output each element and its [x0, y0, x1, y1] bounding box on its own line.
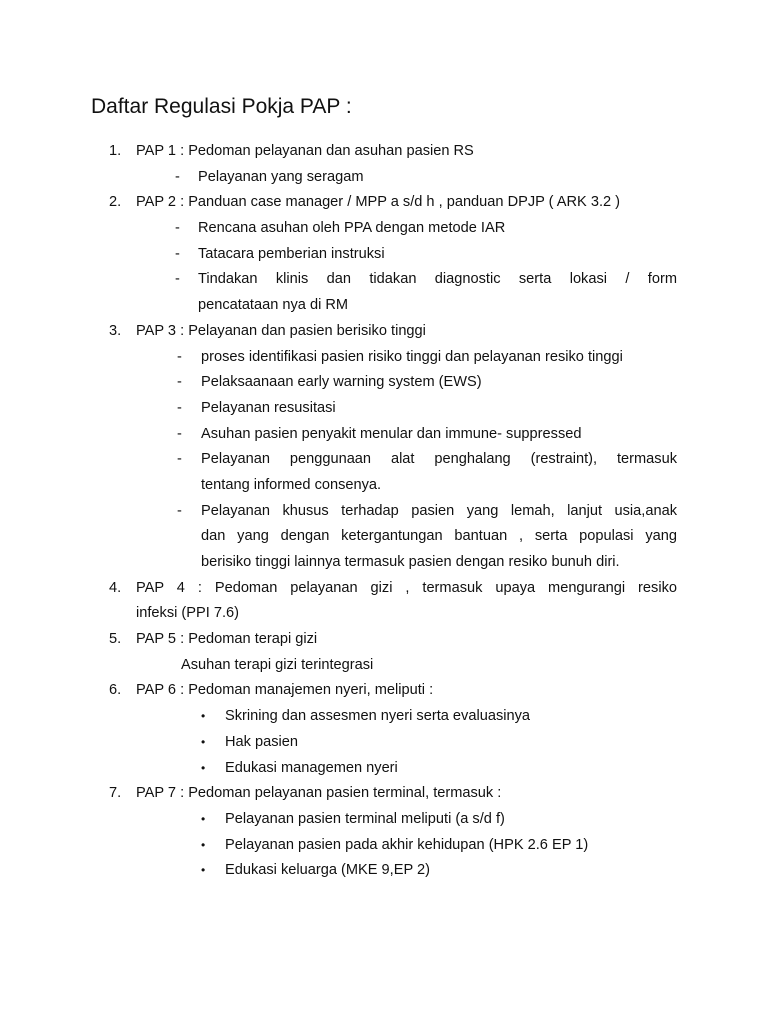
sub-item-text: Asuhan pasien penyakit menular dan immune- suppressed: [201, 425, 582, 442]
dash-marker: -: [175, 220, 180, 237]
document-title: Daftar Regulasi Pokja PAP :: [91, 95, 352, 118]
list-item-5: [0, 627, 768, 653]
item-text: PAP 3 : Pelayanan dan pasien berisiko tinggi: [136, 322, 426, 339]
list-item-7: [0, 781, 768, 807]
sub-item: [0, 165, 768, 191]
sub-item: [0, 499, 768, 525]
list-item-2: [0, 190, 768, 216]
sub-item-text: Pelayanan resusitasi: [201, 399, 336, 416]
item-text: PAP 2 : Panduan case manager / MPP a s/d h , panduan DPJP ( ARK 3.2 ): [136, 194, 621, 211]
bullet-item-text: Edukasi keluarga (MKE 9,EP 2): [225, 862, 430, 879]
item-number: 7.: [109, 785, 122, 802]
sub-item: [0, 345, 768, 371]
item-number: 4.: [109, 579, 122, 596]
list-item-6: [0, 678, 768, 704]
sub-item-text: pencatataan nya di RM: [198, 297, 349, 314]
sub-item-continuation: [0, 550, 768, 576]
dash-marker: -: [177, 374, 182, 391]
item-continuation: [0, 601, 768, 627]
item-text: PAP 6 : Pedoman manajemen nyeri, meliputi :: [136, 682, 434, 699]
item-text: infeksi (PPI 7.6): [136, 605, 240, 622]
item-text: PAP 1 : Pedoman pelayanan dan asuhan pasien RS: [136, 143, 474, 159]
list-item-1: [0, 139, 768, 165]
bullet-marker: •: [201, 734, 206, 749]
bullet-marker: •: [201, 760, 206, 775]
bullet-item: [0, 756, 768, 782]
sub-item-text: Pelayanan penggunaan alat penghalang (restraint), termasuk: [201, 451, 677, 468]
sub-item-text: Rencana asuhan oleh PPA dengan metode IAR: [198, 220, 506, 237]
sub-item: [0, 422, 768, 448]
bullet-marker: •: [201, 709, 206, 724]
dash-marker: -: [177, 502, 182, 519]
item-number: 2.: [109, 194, 122, 211]
sub-item: [0, 653, 768, 679]
sub-item-text: Pelayanan yang seragam: [198, 168, 364, 185]
bullet-item: [0, 858, 768, 884]
sub-item-continuation: [0, 524, 768, 550]
sub-item-text: Tatacara pemberian instruksi: [198, 245, 385, 262]
item-text: PAP 5 : Pedoman terapi gizi: [136, 631, 318, 648]
bullet-marker: •: [201, 811, 206, 826]
item-number: 3.: [109, 322, 122, 339]
sub-item-text: proses identifikasi pasien risiko tinggi dan pelayanan resiko tinggi: [201, 348, 623, 365]
bullet-item: [0, 730, 768, 756]
dash-marker: -: [177, 425, 182, 442]
dash-marker: -: [175, 271, 180, 288]
bullet-item-text: Edukasi managemen nyeri: [225, 759, 398, 776]
sub-item: [0, 216, 768, 242]
sub-item: [0, 447, 768, 473]
sub-item-text: berisiko tinggi lainnya termasuk pasien dengan resiko bunuh diri.: [201, 554, 620, 570]
sub-item: [0, 267, 768, 293]
dash-marker: -: [177, 348, 182, 365]
sub-item: [0, 396, 768, 422]
bullet-item-text: Hak pasien: [225, 733, 299, 750]
sub-item-continuation: [0, 293, 768, 319]
sub-item-text: Asuhan terapi gizi terintegrasi: [181, 656, 374, 673]
bullet-item: [0, 807, 768, 833]
dash-marker: -: [175, 168, 180, 185]
sub-item-text: dan yang dengan ketergantungan bantuan , serta populasi yang: [201, 528, 677, 545]
regulation-list: [0, 139, 768, 884]
item-number: 5.: [109, 631, 122, 648]
sub-item-text: Pelayanan khusus terhadap pasien yang lemah, lanjut usia,anak: [201, 502, 677, 519]
item-text: PAP 4 : Pedoman pelayanan gizi , termasuk upaya mengurangi resiko: [136, 579, 677, 596]
sub-item: [0, 370, 768, 396]
sub-item-text: tentang informed consenya.: [201, 476, 382, 493]
bullet-item-text: Pelayanan pasien pada akhir kehidupan (HPK 2.6 EP 1): [225, 836, 589, 853]
sub-item-continuation: [0, 473, 768, 499]
bullet-marker: •: [201, 837, 206, 852]
dash-marker: -: [175, 245, 180, 262]
bullet-item: [0, 833, 768, 859]
sub-item: [0, 242, 768, 268]
item-number: 1.: [109, 143, 122, 159]
item-number: 6.: [109, 682, 122, 699]
item-text: PAP 7 : Pedoman pelayanan pasien terminal, termasuk :: [136, 785, 502, 802]
sub-item-text: Pelaksaanaan early warning system (EWS): [201, 374, 482, 391]
bullet-marker: •: [201, 863, 206, 878]
bullet-item: [0, 704, 768, 730]
list-item-4: [0, 576, 768, 602]
sub-item-text: Tindakan klinis dan tidakan diagnostic serta lokasi / form: [198, 271, 677, 288]
bullet-item-text: Skrining dan assesmen nyeri serta evaluasinya: [225, 708, 531, 725]
list-item-3: [0, 319, 768, 345]
dash-marker: -: [177, 399, 182, 416]
dash-marker: -: [177, 451, 182, 468]
bullet-item-text: Pelayanan pasien terminal meliputi (a s/d f): [225, 810, 505, 827]
